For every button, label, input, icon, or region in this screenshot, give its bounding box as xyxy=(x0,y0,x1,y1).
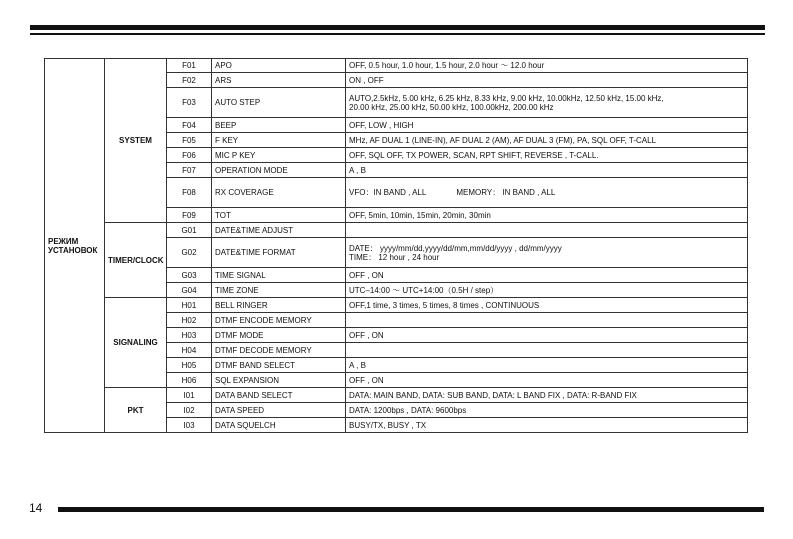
page-number: 14 xyxy=(29,501,43,515)
setting-code: H06 xyxy=(167,373,212,388)
top-rule-thick xyxy=(30,25,765,30)
setting-name: DATA SPEED xyxy=(212,403,346,418)
setting-value-line2: TIME： 12 hour , 24 hour xyxy=(349,252,440,262)
setting-value: OFF , ON xyxy=(346,373,748,388)
setting-code: F02 xyxy=(167,73,212,88)
setting-name: TIME ZONE xyxy=(212,283,346,298)
setting-name: OPERATION MODE xyxy=(212,163,346,178)
setting-value-part2: MEMORY： IN BAND , ALL xyxy=(456,188,556,197)
setting-code: F03 xyxy=(167,88,212,118)
setting-value: OFF, 5min, 10min, 15min, 20min, 30min xyxy=(346,208,748,223)
setting-code: I03 xyxy=(167,418,212,433)
setting-code: H04 xyxy=(167,343,212,358)
setting-value: UTC–14:00 ～ UTC+14:00（0.5H / step） xyxy=(346,283,748,298)
mode-label-line1: РЕЖИМ xyxy=(48,236,79,246)
setting-name: SQL EXPANSION xyxy=(212,373,346,388)
setting-value-part1: VFO：IN BAND , ALL xyxy=(349,188,427,197)
setting-code: F04 xyxy=(167,118,212,133)
setting-name: ARS xyxy=(212,73,346,88)
setting-value: OFF,1 time, 3 times, 5 times, 8 times , CONTINUOUS xyxy=(346,298,748,313)
setting-code: F06 xyxy=(167,148,212,163)
setting-name: TIME SIGNAL xyxy=(212,268,346,283)
setting-value-line2: 20.00 kHz, 25.00 kHz, 50.00 kHz, 100.00kHz, 200.00 kHz xyxy=(349,102,554,112)
setting-code: H02 xyxy=(167,313,212,328)
setting-name: AUTO STEP xyxy=(212,88,346,118)
setting-name: DTMF MODE xyxy=(212,328,346,343)
setting-code: F05 xyxy=(167,133,212,148)
group-pkt: PKT xyxy=(105,388,167,433)
setting-value xyxy=(346,238,748,268)
group-system: SYSTEM xyxy=(105,59,167,223)
setting-name: MIC P KEY xyxy=(212,148,346,163)
setting-value xyxy=(346,313,748,328)
setting-name: DTMF ENCODE MEMORY xyxy=(212,313,346,328)
group-timer-clock: TIMER/CLOCK xyxy=(105,223,167,298)
setting-code: G02 xyxy=(167,238,212,268)
setting-name: DATA BAND SELECT xyxy=(212,388,346,403)
top-rule-thin xyxy=(30,33,765,35)
setting-value: DATA: 1200bps , DATA: 9600bps xyxy=(346,403,748,418)
setting-value: OFF , ON xyxy=(346,268,748,283)
setting-code: G03 xyxy=(167,268,212,283)
setting-name: DATE&TIME FORMAT xyxy=(212,238,346,268)
setting-value xyxy=(346,343,748,358)
setting-code: I02 xyxy=(167,403,212,418)
setting-value: OFF, LOW , HIGH xyxy=(346,118,748,133)
setting-name: F KEY xyxy=(212,133,346,148)
setting-value: BUSY/TX, BUSY , TX xyxy=(346,418,748,433)
setting-name: APO xyxy=(212,59,346,73)
setting-name: TOT xyxy=(212,208,346,223)
group-signaling: SIGNALING xyxy=(105,298,167,388)
setting-code: F01 xyxy=(167,59,212,73)
setting-name: DATA SQUELCH xyxy=(212,418,346,433)
setting-value xyxy=(346,88,748,118)
setting-value-line1: DATE： yyyy/mm/dd,yyyy/dd/mm,mm/dd/yyyy , dd/mm/yyyy xyxy=(349,243,562,253)
setting-value: OFF , ON xyxy=(346,328,748,343)
setting-value: DATA: MAIN BAND, DATA: SUB BAND, DATA: L BAND FIX , DATA: R-BAND FIX xyxy=(346,388,748,403)
mode-label-line2: УСТАНОВОК xyxy=(48,245,98,255)
setting-value: OFF, SQL OFF, TX POWER, SCAN, RPT SHIFT, REVERSE , T-CALL. xyxy=(346,148,748,163)
setting-value xyxy=(346,178,748,208)
settings-table xyxy=(44,58,748,433)
setting-code: H03 xyxy=(167,328,212,343)
setting-name: BEEP xyxy=(212,118,346,133)
setting-value: A , B xyxy=(346,358,748,373)
setting-name: DATE&TIME ADJUST xyxy=(212,223,346,238)
setting-value: A , B xyxy=(346,163,748,178)
setting-name: DTMF BAND SELECT xyxy=(212,358,346,373)
setting-code: G01 xyxy=(167,223,212,238)
setting-code: F08 xyxy=(167,178,212,208)
setting-code: I01 xyxy=(167,388,212,403)
setting-name: DTMF DECODE MEMORY xyxy=(212,343,346,358)
setting-value: MHz, AF DUAL 1 (LINE-IN), AF DUAL 2 (AM), AF DUAL 3 (FM), PA, SQL OFF, T-CALL xyxy=(346,133,748,148)
setting-value xyxy=(346,223,748,238)
mode-cell xyxy=(45,59,105,433)
setting-value: OFF, 0.5 hour, 1.0 hour, 1.5 hour, 2.0 hour ～ 12.0 hour xyxy=(346,59,748,73)
setting-value: ON , OFF xyxy=(346,73,748,88)
setting-name: BELL RINGER xyxy=(212,298,346,313)
setting-name: RX COVERAGE xyxy=(212,178,346,208)
setting-code: F09 xyxy=(167,208,212,223)
setting-value-line1: AUTO,2.5kHz, 5.00 kHz, 6.25 kHz, 8.33 kHz, 9.00 kHz, 10.00kHz, 12.50 kHz, 15.00 kHz, xyxy=(349,93,664,103)
setting-code: F07 xyxy=(167,163,212,178)
setting-code: H01 xyxy=(167,298,212,313)
bottom-rule xyxy=(58,507,764,512)
setting-code: H05 xyxy=(167,358,212,373)
setting-code: G04 xyxy=(167,283,212,298)
